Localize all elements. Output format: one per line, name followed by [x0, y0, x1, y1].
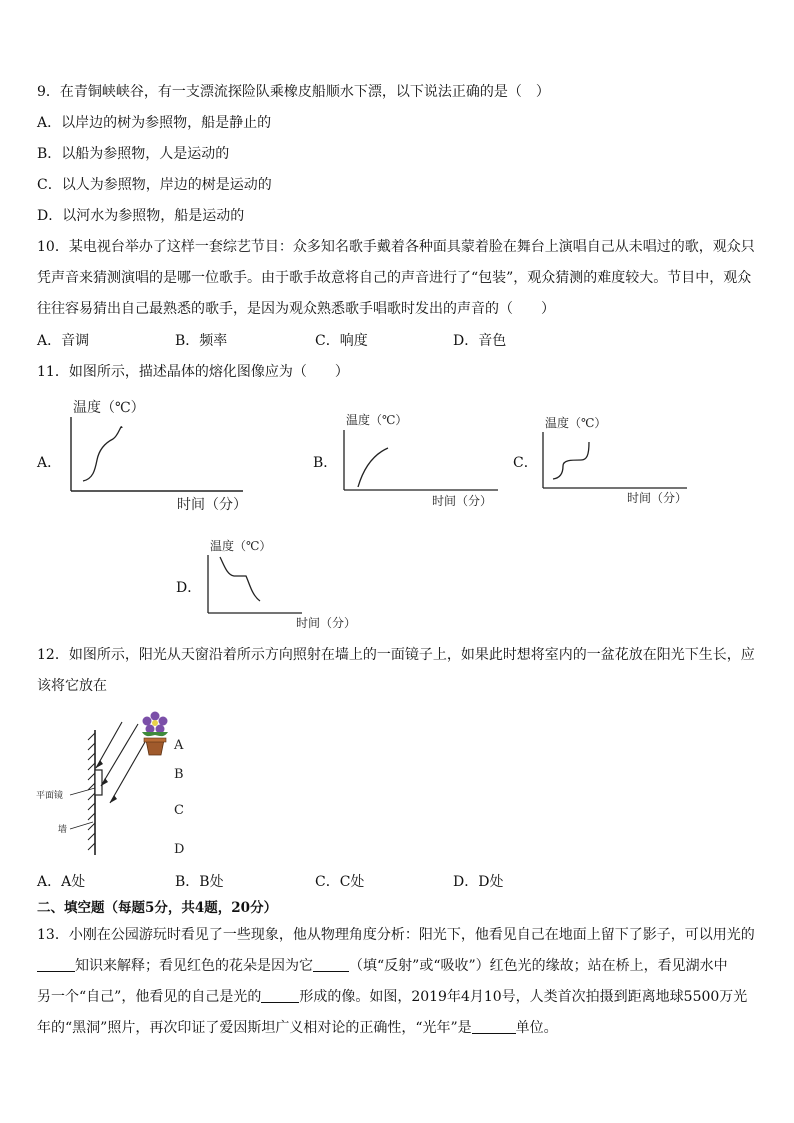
- graph-a-label: A．: [37, 455, 62, 471]
- q10-line-1: 10．某电视台举办了这样一套综艺节目：众多知名歌手戴着各种面具蒙着脸在舞台上演唱自己从未唱过的歌，观众只: [37, 239, 755, 255]
- q10-option-a: A．音调: [37, 333, 90, 349]
- graph-a: [65, 395, 255, 520]
- q10-option-c: C．响度: [315, 333, 368, 349]
- q10-option-b: B．频率: [175, 333, 228, 349]
- q13-line-3: 另一个“自己”，他看见的自己是光的 形成的像。如图，2019年4月10号，人类首次拍摄到距离地球5500万光: [37, 989, 748, 1005]
- q13-line-2: 知识来解释；看见红色的花朵是因为它 （填“反射”或“吸收”）红色光的缘故；站在桥上，看见湖水中: [37, 957, 728, 975]
- q12-figure: [30, 708, 200, 863]
- q12-option-c: C．C处: [315, 874, 365, 890]
- q13-blank-4[interactable]: [472, 1019, 516, 1034]
- graph-c-curve: [553, 442, 589, 479]
- position-c-label: C: [174, 803, 184, 818]
- position-a-label: A: [174, 738, 184, 753]
- q12-option-d: D．D处: [453, 874, 504, 890]
- q9-option-b: B．以船为参照物，人是运动的: [37, 146, 230, 162]
- q9-option-c: C．以人为参照物，岸边的树是运动的: [37, 177, 272, 193]
- q13-line-4: 年的“黑洞”照片，再次印证了爱因斯坦广义相对论的正确性，“光年”是 单位。: [37, 1020, 558, 1036]
- light-ray-3: [110, 742, 145, 803]
- graph-d-curve: [220, 557, 260, 601]
- light-ray-2: [101, 724, 138, 786]
- wall-label: 墙: [58, 825, 68, 835]
- graph-d-xlabel: 时间（分）: [296, 616, 357, 630]
- graph-c: [537, 410, 697, 510]
- q13-blank-1[interactable]: [37, 957, 75, 972]
- graph-c-ylabel: 温度（℃）: [545, 416, 607, 430]
- graph-d: [202, 535, 362, 635]
- q13-line-1: 13．小刚在公园游玩时看见了一些现象，他从物理角度分析：阳光下，他看见自己在地面上留下了影子，可以用光的: [37, 927, 755, 943]
- graph-b-xlabel: 时间（分）: [432, 494, 493, 508]
- position-d-label: D: [174, 842, 185, 857]
- q13-blank-3[interactable]: [261, 988, 299, 1003]
- q10-line-2: 凭声音来猜测演唱的是哪一位歌手。由于歌手故意将自己的声音进行了“包装”，观众猜测的难度较大。节目中，观众: [37, 270, 752, 286]
- graph-b-ylabel: 温度（℃）: [346, 413, 408, 427]
- q9-option-d: D．以河水为参照物，船是运动的: [37, 208, 245, 224]
- graph-c-label: C．: [513, 455, 538, 471]
- q9-option-a: A．以岸边的树为参照物，船是静止的: [37, 115, 272, 131]
- q10-option-d: D．音色: [453, 333, 507, 349]
- graph-a-xlabel: 时间（分）: [177, 497, 247, 513]
- mirror-label: 平面镜: [36, 791, 64, 801]
- graph-b-label: B．: [313, 455, 338, 471]
- graph-a-ylabel: 温度（℃）: [73, 400, 145, 416]
- q11-stem: 11．如图所示，描述晶体的熔化图像应为（ ）: [37, 364, 349, 380]
- q12-option-a: A．A处: [37, 874, 86, 890]
- flower-pot-icon: [142, 712, 168, 756]
- mirror: [95, 770, 102, 795]
- q13-blank-2[interactable]: [313, 957, 349, 972]
- graph-d-label: D．: [176, 580, 202, 596]
- q12-line-1: 12．如图所示，阳光从天窗沿着所示方向照射在墙上的一面镜子上，如果此时想将室内的一盆花放在阳光下生长，应: [37, 647, 755, 663]
- q9-stem: 9．在青铜峡峡谷，有一支漂流探险队乘橡皮船顺水下漂，以下说法正确的是（ ）: [37, 84, 550, 100]
- graph-c-xlabel: 时间（分）: [627, 491, 688, 505]
- graph-b-curve: [358, 448, 388, 487]
- section-2-heading: 二、填空题（每题5分，共4题，20分）: [37, 900, 278, 916]
- graph-a-curve: [83, 427, 122, 481]
- q12-option-b: B．B处: [175, 874, 224, 890]
- q10-line-3: 往往容易猜出自己最熟悉的歌手，是因为观众熟悉歌手唱歌时发出的声音的（ ）: [37, 301, 555, 317]
- graph-d-ylabel: 温度（℃）: [210, 539, 272, 553]
- q12-line-2: 该将它放在: [37, 678, 107, 694]
- graph-b: [338, 410, 508, 515]
- position-b-label: B: [174, 767, 184, 782]
